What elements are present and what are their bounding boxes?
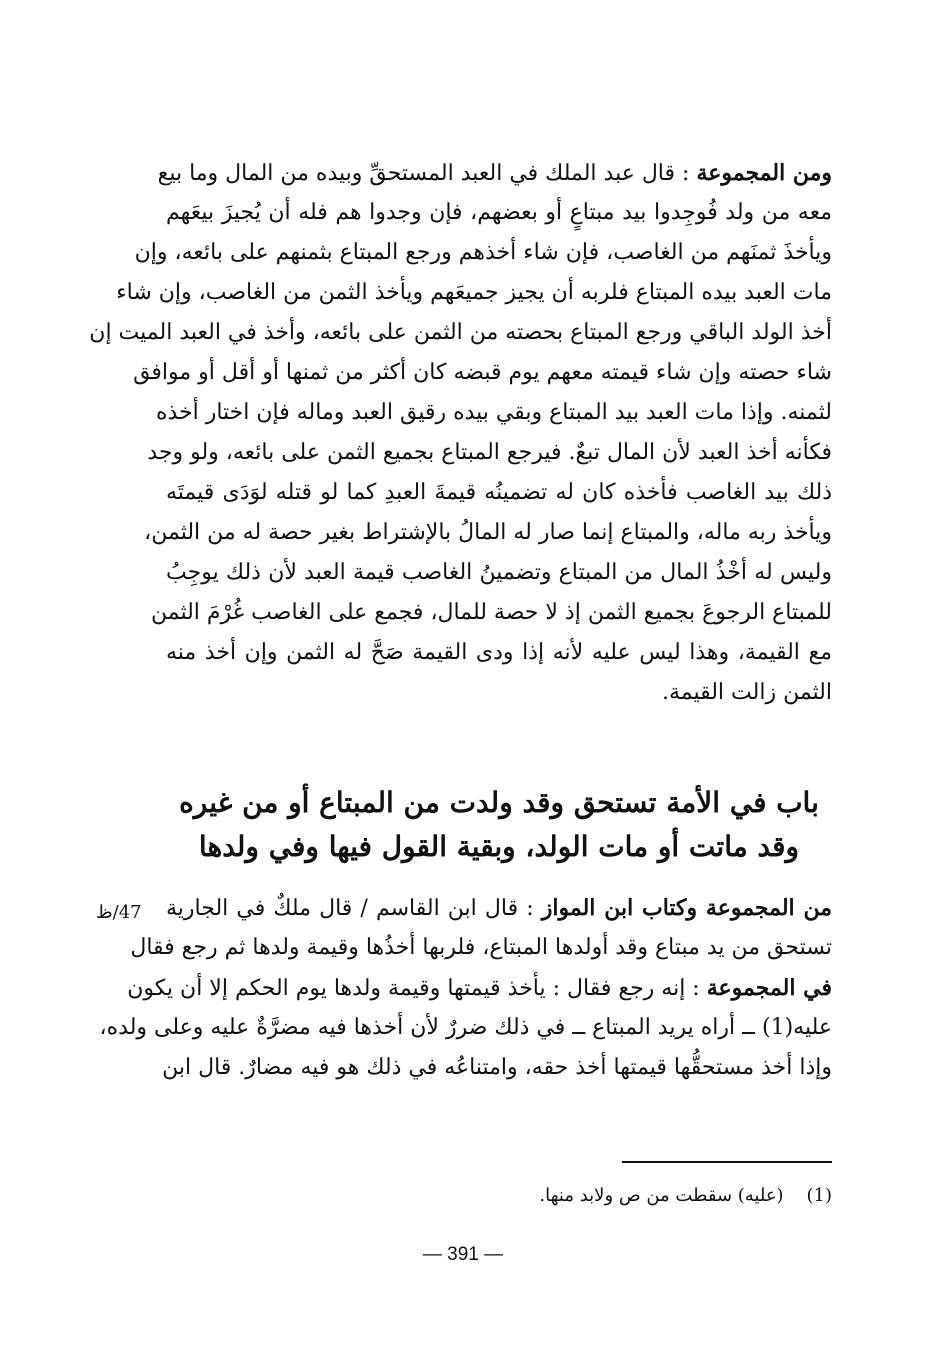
paragraph1-line-1 bbox=[157, 158, 832, 189]
paragraph1-line-11: وليس له أخْذُ المال من المبتاع وتضمينُ الغاصب قيمة العبد لأن ذلك يوجِبُ bbox=[166, 560, 832, 585]
source-lead: ومن المجموعة bbox=[696, 160, 832, 186]
chapter-heading-line-1: باب في الأمة تستحق وقد ولدت من المبتاع أو من غيره bbox=[179, 786, 819, 819]
paragraph1-line-9: ذلك بيد الغاصب فأخذه كان له تضمينُه قيمةَ العبدِ كما لو قتله لوَدَى قيمتَه bbox=[166, 480, 832, 505]
paragraph2-line-4: عليه(1) ــ أراه يريد المبتاع ــ في ذلك ضررٌ لأن أخذها فيه مضرَّةٌ عليه وعلى ولده، bbox=[99, 1015, 832, 1040]
paragraph1-line-4: مات العبد بيده المبتاع فلربه أن يجيز جميعَهم ويأخذ الثمن من الغاصب، وإن شاء bbox=[116, 280, 832, 305]
line-text: : قال ابن القاسم / قال ملكٌ في الجارية bbox=[166, 896, 534, 921]
margin-folio-note: 47/ظ bbox=[96, 902, 142, 923]
chapter-heading-line-2: وقد ماتت أو مات الولد، وبقية القول فيها وفي ولدها bbox=[198, 830, 800, 863]
footnote-text: (عليه) سقطت من ص ولابد منها. bbox=[539, 1185, 784, 1206]
paragraph1-line-10: ويأخذ ربه ماله، والمبتاع إنما صار له المالُ بالإشتراط بغير حصة له من الثمن، bbox=[144, 520, 832, 545]
footnote-number: (1) bbox=[806, 1185, 832, 1206]
paragraph1-line-3: ويأخذَ ثمنَهم من الغاصب، فإن شاء أخذهم ورجع المبتاع بثمنهم على بائعه، وإن bbox=[134, 240, 832, 265]
paragraph1-line-12: للمبتاع الرجوعَ بجميع الثمن إذ لا حصة للمال، فجمع على الغاصب غُرْمَ الثمن bbox=[150, 600, 832, 625]
footnote-divider bbox=[622, 1161, 832, 1163]
paragraph1-line-8: فكأنه أخذ العبد لأن المال تبعٌ. فيرجع المبتاع بجميع الثمن على بائعه، ولو وجد bbox=[147, 440, 832, 465]
paragraph2-line-2: تستحق من يد مبتاع وقد أولدها المبتاع، فلربها أخذُها وقيمة ولدها ثم رجع فقال bbox=[130, 935, 832, 960]
source-lead: في المجموعة bbox=[706, 975, 832, 1001]
paragraph2-line-1 bbox=[166, 893, 832, 924]
page-number: — 391 — bbox=[422, 1244, 504, 1265]
paragraph1-line-5: أخذ الولد الباقي ورجع المبتاع بحصته من الثمن على بائعه، وأخذ في العبد الميت إن bbox=[89, 320, 832, 345]
line-text: : قال عبد الملك في العبد المستحقِّ وبيده من المال وما بيع bbox=[157, 161, 690, 186]
paragraph2-line-5: وإذا أخذ مستحقُّها قيمتها أخذ حقه، وامتناعُه في ذلك هو فيه مضارٌ. قال ابن bbox=[162, 1055, 832, 1080]
line-text: : إنه رجع فقال : يأخذ قيمتها وقيمة ولدها يوم الحكم إلا أن يكون bbox=[127, 976, 700, 1001]
source-lead: من المجموعة وكتاب ابن المواز bbox=[541, 895, 832, 921]
paragraph2-line-3 bbox=[127, 973, 832, 1004]
paragraph1-line-14: الثمن زالت القيمة. bbox=[661, 680, 832, 705]
paragraph1-line-7: لثمنه. وإذا مات العبد بيد المبتاع وبقي بيده رقيق العبد وماله فإن اختار أخذه bbox=[155, 400, 832, 425]
paragraph1-line-2: معه من ولد فُوجِدوا بيد مبتاعٍ أو بعضهم، فإن وجدوا هم فله أن يُجيزَ بيعَهم bbox=[166, 200, 832, 225]
footnote bbox=[400, 1184, 832, 1208]
paragraph1-line-13: مع القيمة، وهذا ليس عليه لأنه إذا ودى القيمة صَحَّ له الثمن وإن أخذ منه bbox=[166, 640, 832, 665]
paragraph1-line-6: شاء حصته وإن شاء قيمته معهم يوم قبضه كان أكثر من ثمنها أو أقل أو موافق bbox=[133, 360, 832, 385]
